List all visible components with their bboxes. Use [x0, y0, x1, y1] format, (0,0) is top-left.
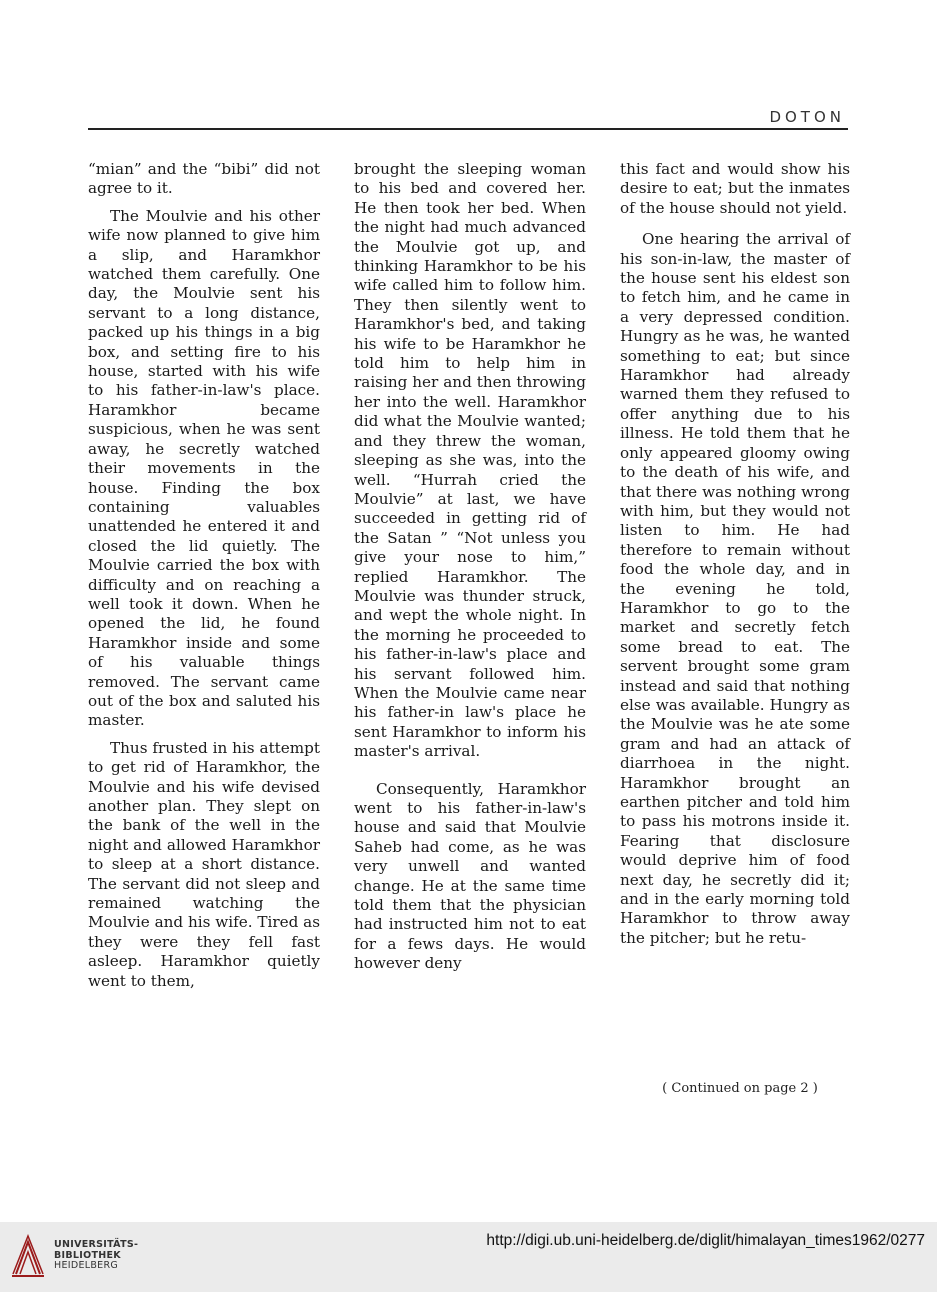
paragraph: “mian” and the “bibi” did not agree to it. — [88, 160, 320, 198]
continued-note: ( Continued on page 2 ) — [662, 1081, 818, 1096]
paragraph: The Moulvie and his other wife now planned to give him a slip, and Haramkhor watched them carefully. One day, the Moulvie sent his servant to a long distance, packed up his things in a big box, and setting fire to his house, started with his wife to his father-in-law's place. Haramkhor became suspicious, when he was sent away, he secretly watched their movements in the house. Finding the box containing valuables unattended he entered it and closed the lid quietly. The Moulvie carried the box with difficulty and on reaching a well took it down. When he opened the lid, he found Haramkhor inside and some of his valuable things removed. The servant came out of the box and saluted his master. — [88, 206, 320, 730]
column-2 — [354, 160, 586, 974]
paragraph: Consequently, Haramkhor went to his father-in-law's house and said that Moulvie Saheb had come, as he was very unwell and wanted change. He at the same time told them that the physician had instructed him not to eat for a fews days. He would however deny — [354, 779, 586, 973]
paragraph: Thus frusted in his attempt to get rid of Haramkhor, the Moulvie and his wife devised another plan. They slept on the bank of the well in the night and allowed Haramkhor to sleep at a short distance. The servant did not sleep and remained watching the Moulvie and his wife. Tired as they were they fell fast asleep. Haramkhor quietly went to them, — [88, 738, 320, 990]
source-url-link[interactable]: http://digi.ub.uni-heidelberg.de/diglit/himalayan_times1962/0277 — [486, 1232, 925, 1249]
paragraph: this fact and would show his desire to eat; but the inmates of the house should not yield. — [620, 160, 850, 217]
page-header-fragment: DOTON — [769, 108, 845, 126]
library-name: UNIVERSITÄTS- BIBLIOTHEK HEIDELBERG — [54, 1239, 139, 1271]
university-logo-icon — [10, 1234, 46, 1280]
column-1 — [88, 160, 320, 991]
viewer-footer — [0, 1222, 937, 1292]
column-3 — [620, 160, 850, 948]
paragraph: One hearing the arrival of his son-in-law, the master of the house sent his eldest son to fetch him, and he came in a very depressed condition. Hungry as he was, he wanted something to eat; but since Haramkhor had already warned them they refused to offer anything due to his illness. He told them that he only appeared gloomy owing to the death of his wife, and that there was nothing wrong with him, but they would not listen to him. He had therefore to remain without food the whole day, and in the evening he told, Haramkhor to go to the market and secretly fetch some bread to eat. The servent brought some gram instead and said that nothing else was available. Hungry as the Moulvie was he ate some gram and had an attack of diarrhoea in the night. Haramkhor brought an earthen pitcher and told him to pass his motrons inside it. Fearing that disclosure would deprive him of food next day, he secretly did it; and in the early morning told Haramkhor to throw away the pitcher; but he retu- — [620, 230, 850, 947]
paragraph: brought the sleeping woman to his bed and covered her. He then took her bed. When the night had much advanced the Moulvie got up, and thinking Haramkhor to be his wife called him to follow him. They then silently went to Haramkhor's bed, and taking his wife to be Haramkhor he told him to help him in raising her and then throwing her into the well. Haramkhor did what the Moulvie wanted; and they threw the woman, sleeping as she was, into the well. “Hurrah cried the Moulvie” at last, we have succeeded in getting rid of the Satan ” “Not unless you give your nose to him,” replied Haramkhor. The Moulvie was thunder struck, and wept the whole night. In the morning he proceeded to his father-in-law's place and his servant followed him. When the Moulvie came near his father-in law's place he sent Haramkhor to inform his master's arrival. — [354, 160, 586, 761]
header-rule — [88, 128, 848, 130]
